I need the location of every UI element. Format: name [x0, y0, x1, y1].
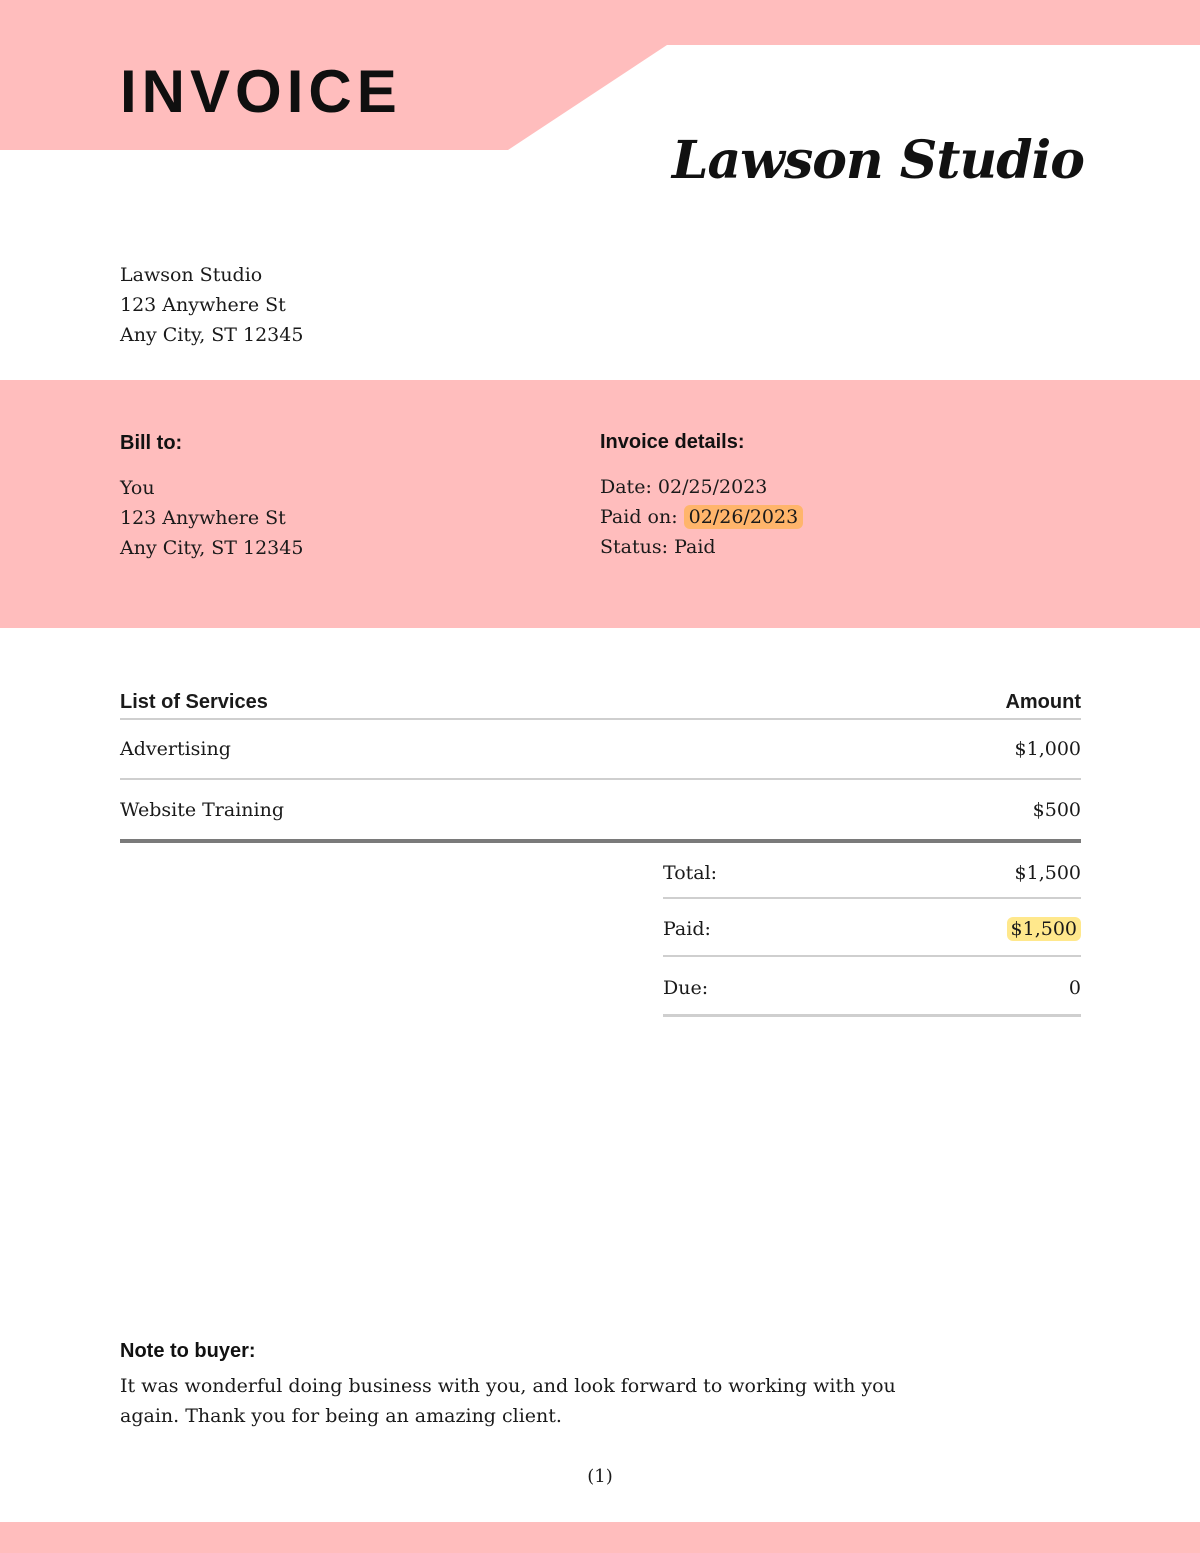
paid-on-value: 02/26/2023 [684, 505, 804, 529]
invoice-details-section [600, 431, 803, 562]
due-label: Due: [663, 976, 709, 999]
paid-label: Paid: [663, 918, 711, 940]
bill-to-line: Any City, ST 12345 [120, 537, 304, 559]
note-text: It was wonderful doing business with you, and look forward to working with you again. Thank you for being an amazing client. [120, 1375, 896, 1427]
invoice-date-label: Date: [600, 476, 652, 498]
from-address-line: Any City, ST 12345 [120, 324, 304, 346]
bill-to-label: Bill to: [120, 432, 183, 454]
bill-to-address [120, 473, 303, 563]
paid-value: $1,500 [1007, 917, 1081, 941]
info-band [0, 380, 1200, 628]
service-amount: $1,000 [1014, 738, 1081, 760]
service-name: Website Training [120, 798, 285, 821]
services-header-amount: Amount [1005, 691, 1081, 713]
services-table [120, 672, 1081, 843]
from-address-line: 123 Anywhere St [120, 294, 286, 316]
page-number: (1) [587, 1466, 613, 1487]
note-to-buyer [120, 1340, 920, 1431]
bill-to-section [120, 432, 303, 563]
paid-on-row [600, 502, 803, 532]
status-row [600, 532, 803, 562]
totals-table [663, 845, 1081, 1017]
total-row [663, 845, 1081, 899]
services-header [120, 672, 1081, 720]
invoice-details-label: Invoice details: [600, 431, 745, 453]
invoice-date-value: 02/25/2023 [657, 476, 768, 498]
services-header-label: List of Services [120, 691, 268, 713]
footer-band [0, 1522, 1200, 1553]
bill-to-line: You [120, 477, 155, 499]
invoice-details-lines [600, 472, 803, 562]
status-label: Status: [600, 536, 669, 558]
service-name: Advertising [120, 738, 231, 760]
from-address [120, 260, 303, 350]
total-value: $1,500 [1014, 862, 1081, 884]
table-row [120, 720, 1081, 780]
service-amount: $500 [1032, 798, 1081, 821]
brand-name: Lawson Studio [671, 130, 1084, 191]
paid-on-label: Paid on: [600, 506, 678, 528]
invoice-date-row [600, 472, 803, 502]
invoice-title: INVOICE [120, 58, 402, 125]
bill-to-line: 123 Anywhere St [120, 507, 286, 529]
note-label: Note to buyer: [120, 1340, 256, 1362]
paid-row [663, 899, 1081, 957]
table-row [120, 780, 1081, 843]
from-address-line: Lawson Studio [120, 264, 263, 286]
status-value: Paid [674, 536, 716, 558]
due-row [663, 957, 1081, 1017]
total-label: Total: [663, 862, 718, 884]
due-value: 0 [1068, 976, 1081, 999]
